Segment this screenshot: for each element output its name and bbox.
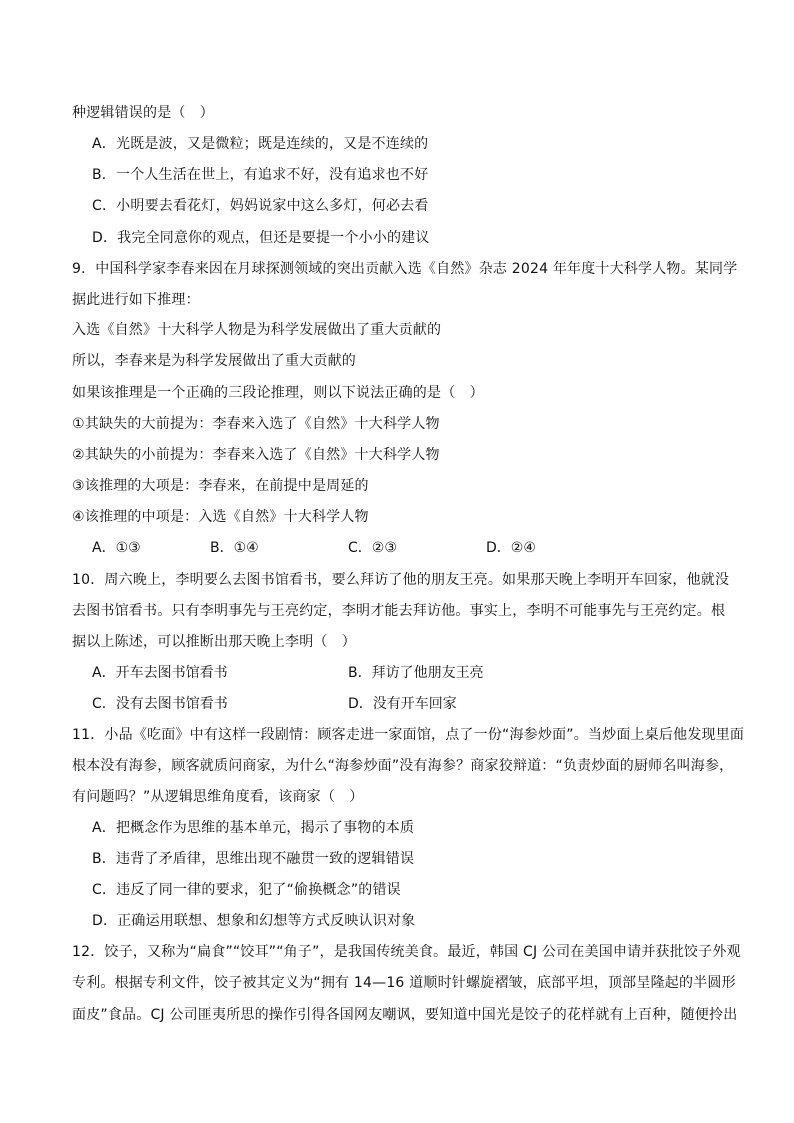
q12-stem-line-2: 专利。根据专利文件，饺子被其定义为“拥有 14—16 道顺时针螺旋褶皱，底部平坦，顶部呈隆起的半圆形 (72, 975, 736, 991)
q11-stem-line-2: 根本没有海参，顾客就质问商家，为什么“海参炒面”没有海参？商家狡辩道：“负责炒面的厨师名叫海参， (72, 758, 734, 774)
q10-stem-line-1: 10．周六晚上，李明要么去图书馆看书，要么拜访了他的朋友王亮。如果那天晚上李明开车回家，他就没 (72, 572, 730, 588)
q9-statement-4: ④该推理的中项是：入选《自然》十大科学人物 (72, 509, 369, 525)
q11-stem-line-1: 11．小品《吃面》中有这样一段剧情：顾客走进一家面馆，点了一份“海参炒面”。当炒面上桌后他发现里面 (72, 727, 745, 743)
q9-statement-1: ①其缺失的大前提为：李春来入选了《自然》十大科学人物 (72, 416, 440, 432)
q9-question: 如果该推理是一个正确的三段论推理，则以下说法正确的是（ ） (72, 385, 484, 401)
q8-option-b: B．一个人生活在世上，有追求不好，没有追求也不好 (92, 167, 429, 183)
q9-option-b: B．①④ (210, 540, 259, 556)
q10-stem-line-3: 据以上陈述，可以推断出那天晚上李明（ ） (72, 634, 356, 650)
q11-option-a: A．把概念作为思维的基本单元，揭示了事物的本质 (92, 820, 415, 836)
q8-stem-tail: 种逻辑错误的是（ ） (72, 105, 214, 121)
q11-option-c: C．违反了同一律的要求，犯了“偷换概念”的错误 (92, 882, 401, 898)
q11-stem-line-3: 有问题吗？”从逻辑思维角度看，该商家（ ） (72, 789, 364, 805)
q10-option-b: B．拜访了他朋友王亮 (348, 665, 484, 681)
q12-stem-line-1: 12．饺子，又称为“扁食”“饺耳”“角子”，是我国传统美食。最近，韩国 CJ 公司在美国申请并获批饺子外观 (72, 944, 741, 960)
q9-stem-line-1: 9．中国科学家李春来因在月球探测领域的突出贡献入选《自然》杂志 2024 年年度十大科学人物。某同学 (72, 261, 738, 277)
q11-option-b: B．违背了矛盾律，思维出现不融贯一致的逻辑错误 (92, 851, 415, 867)
q10-option-d: D．没有开车回家 (348, 696, 457, 712)
q10-option-c: C．没有去图书馆看书 (92, 696, 228, 712)
q12-stem-line-3: 面皮”食品。CJ 公司匪夷所思的操作引得各国网友嘲讽，要知道中国光是饺子的花样就有上百种，随便拎出 (72, 1007, 738, 1023)
q8-option-c: C．小明要去看花灯，妈妈说家中这么多灯，何必去看 (92, 198, 429, 214)
q10-option-a: A．开车去图书馆看书 (92, 665, 228, 681)
q9-statement-2: ②其缺失的小前提为：李春来入选了《自然》十大科学人物 (72, 447, 440, 463)
q9-premise: 入选《自然》十大科学人物是为科学发展做出了重大贡献的 (72, 322, 442, 338)
q8-option-d: D．我完全同意你的观点，但还是要提一个小小的建议 (92, 230, 430, 246)
q9-option-d: D．②④ (486, 540, 536, 556)
q8-option-a: A．光既是波，又是微粒；既是连续的，又是不连续的 (92, 136, 429, 152)
q9-stem-line-2: 据此进行如下推理： (72, 292, 200, 308)
q11-option-d: D．正确运用联想、想象和幻想等方式反映认识对象 (92, 913, 416, 929)
q9-statement-3: ③该推理的大项是：李春来，在前提中是周延的 (72, 478, 369, 494)
q10-stem-line-2: 去图书馆看书。只有李明事先与王亮约定，李明才能去拜访他。事实上，李明不可能事先与王亮约定。根 (72, 603, 726, 619)
q9-option-a: A．①③ (92, 540, 141, 556)
q9-conclusion: 所以，李春来是为科学发展做出了重大贡献的 (72, 353, 356, 369)
q9-option-c: C．②③ (348, 540, 397, 556)
